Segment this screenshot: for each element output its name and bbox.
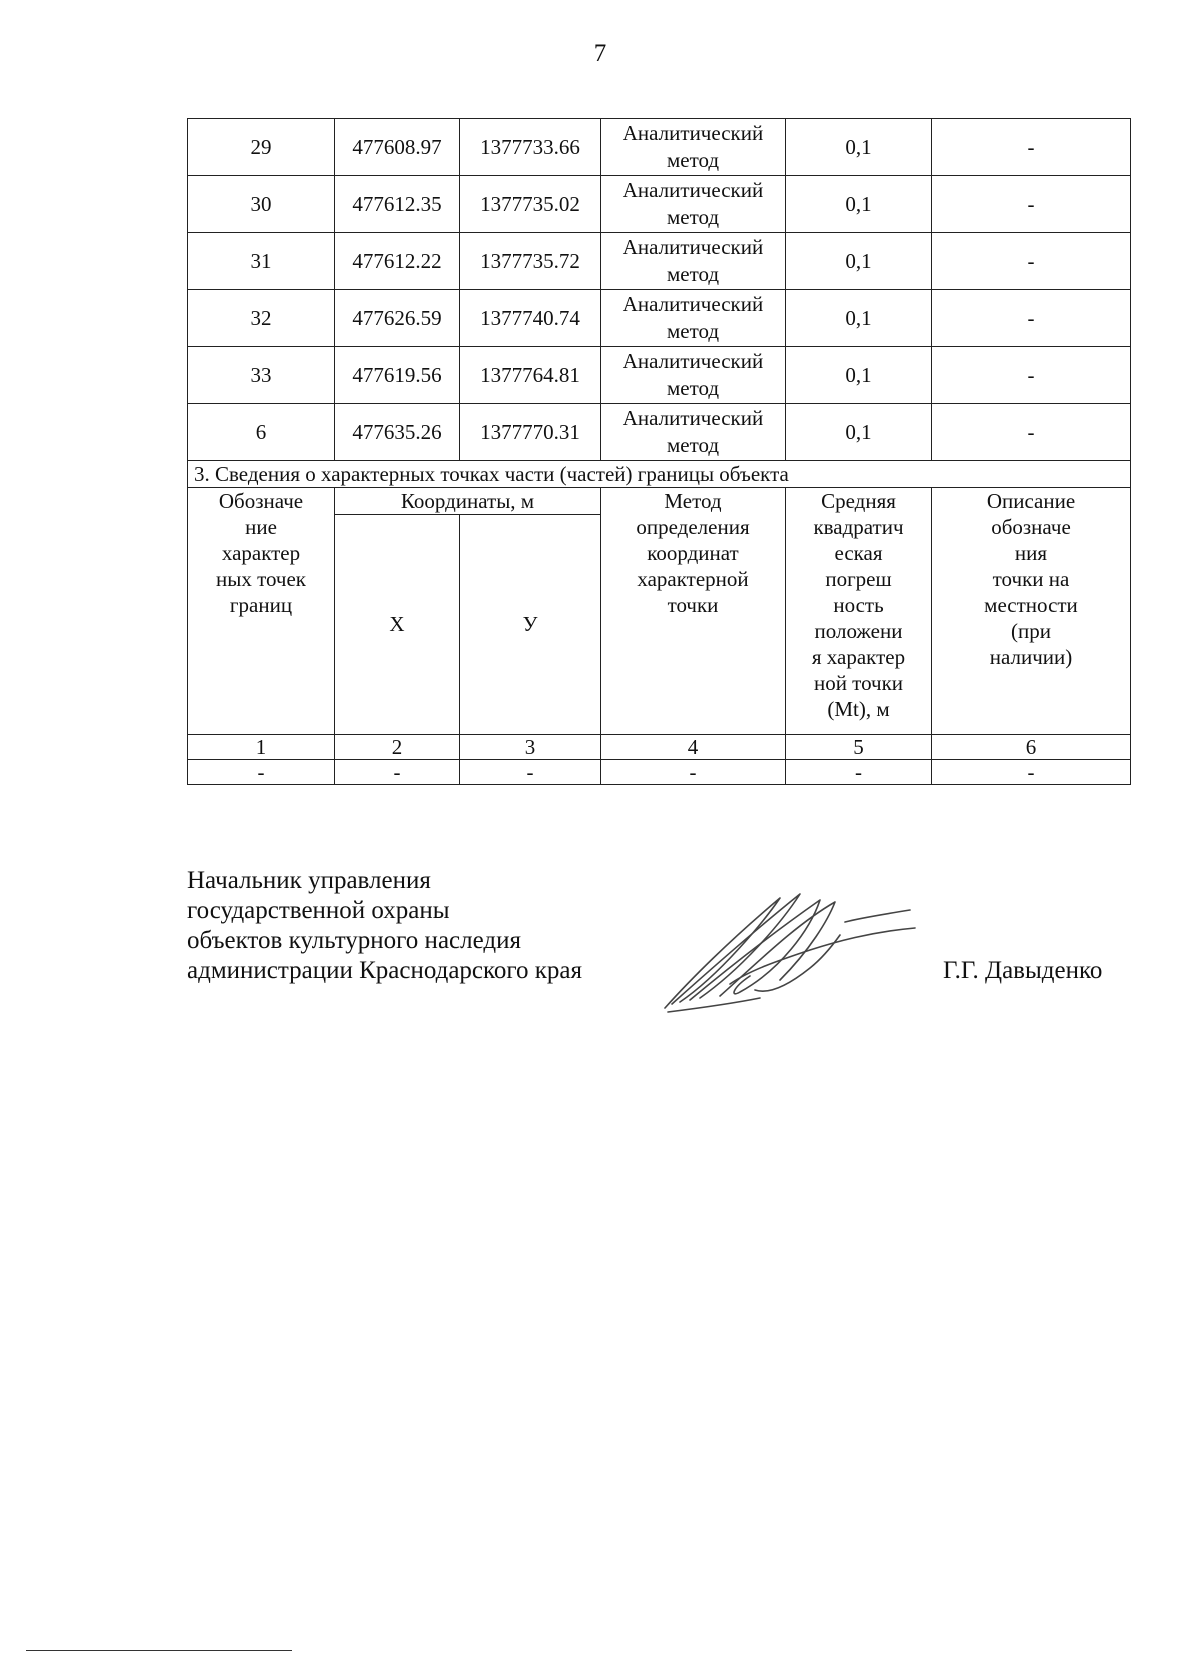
- column-number: 6: [932, 735, 1131, 760]
- accuracy-cell: 0,1: [786, 290, 932, 347]
- position-line: объектов культурного наследия: [187, 927, 521, 954]
- position-line: государственной охраны: [187, 897, 450, 924]
- column-number: 3: [460, 735, 601, 760]
- point-id-cell: 30: [188, 176, 335, 233]
- column-number: 1: [188, 735, 335, 760]
- column-number-row: [188, 735, 1131, 760]
- description-cell: -: [932, 119, 1131, 176]
- table-row: [188, 176, 1131, 233]
- y-coordinate-cell: 1377735.72: [460, 233, 601, 290]
- accuracy-cell: 0,1: [786, 404, 932, 461]
- handwritten-signature: [660, 880, 920, 1020]
- empty-cell: -: [460, 760, 601, 785]
- description-cell: -: [932, 347, 1131, 404]
- empty-cell: -: [335, 760, 460, 785]
- point-id-cell: 6: [188, 404, 335, 461]
- point-id-cell: 32: [188, 290, 335, 347]
- header-point-designation: Обозначе ние характер ных точек границ: [188, 488, 335, 735]
- empty-cell: -: [786, 760, 932, 785]
- y-coordinate-cell: 1377735.02: [460, 176, 601, 233]
- signatory-position: [187, 866, 582, 986]
- y-coordinate-cell: 1377740.74: [460, 290, 601, 347]
- header-row: [188, 488, 1131, 515]
- description-cell: -: [932, 233, 1131, 290]
- header-coordinates: Координаты, м: [335, 488, 601, 515]
- table-row: [188, 290, 1131, 347]
- empty-cell: -: [932, 760, 1131, 785]
- section-title-row: [188, 461, 1131, 488]
- table-row: [188, 760, 1131, 785]
- page-number: 7: [593, 40, 607, 67]
- position-line: Начальник управления: [187, 867, 431, 894]
- table-row: [188, 347, 1131, 404]
- column-number: 5: [786, 735, 932, 760]
- y-coordinate-cell: 1377764.81: [460, 347, 601, 404]
- boundary-points-table: [187, 118, 1131, 785]
- accuracy-cell: 0,1: [786, 119, 932, 176]
- empty-cell: -: [188, 760, 335, 785]
- header-y: У: [460, 515, 601, 735]
- method-cell: Аналитический метод: [601, 347, 786, 404]
- table-row: [188, 233, 1131, 290]
- x-coordinate-cell: 477626.59: [335, 290, 460, 347]
- empty-cell: -: [601, 760, 786, 785]
- point-id-cell: 31: [188, 233, 335, 290]
- accuracy-cell: 0,1: [786, 347, 932, 404]
- method-cell: Аналитический метод: [601, 404, 786, 461]
- header-x: X: [335, 515, 460, 735]
- description-cell: -: [932, 176, 1131, 233]
- x-coordinate-cell: 477612.22: [335, 233, 460, 290]
- y-coordinate-cell: 1377770.31: [460, 404, 601, 461]
- x-coordinate-cell: 477619.56: [335, 347, 460, 404]
- footnote-divider: [26, 1650, 292, 1651]
- description-cell: -: [932, 404, 1131, 461]
- method-cell: Аналитический метод: [601, 233, 786, 290]
- section-title: 3. Сведения о характерных точках части (частей) границы объекта: [188, 461, 1131, 488]
- point-id-cell: 33: [188, 347, 335, 404]
- x-coordinate-cell: 477635.26: [335, 404, 460, 461]
- method-cell: Аналитический метод: [601, 119, 786, 176]
- x-coordinate-cell: 477612.35: [335, 176, 460, 233]
- method-cell: Аналитический метод: [601, 176, 786, 233]
- y-coordinate-cell: 1377733.66: [460, 119, 601, 176]
- accuracy-cell: 0,1: [786, 233, 932, 290]
- column-number: 4: [601, 735, 786, 760]
- table-row: [188, 119, 1131, 176]
- table-row: [188, 404, 1131, 461]
- description-cell: -: [932, 290, 1131, 347]
- accuracy-cell: 0,1: [786, 176, 932, 233]
- header-accuracy: Средняя квадратич еская погреш ность положени я характер ной точки (Mt), м: [786, 488, 932, 735]
- method-cell: Аналитический метод: [601, 290, 786, 347]
- x-coordinate-cell: 477608.97: [335, 119, 460, 176]
- point-id-cell: 29: [188, 119, 335, 176]
- header-description: Описание обозначе ния точки на местности (при наличии): [932, 488, 1131, 735]
- header-method: Метод определения координат характерной точки: [601, 488, 786, 735]
- column-number: 2: [335, 735, 460, 760]
- signatory-name: Г.Г. Давыденко: [943, 957, 1103, 984]
- position-line: администрации Краснодарского края: [187, 957, 583, 984]
